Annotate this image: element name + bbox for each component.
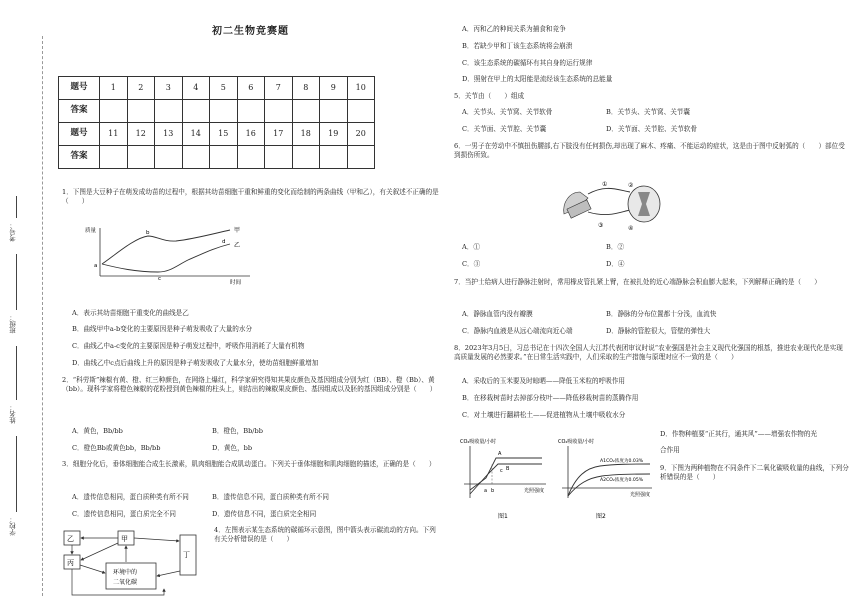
label-4: ④ — [628, 225, 634, 232]
answer-cell[interactable] — [237, 100, 265, 123]
label-3: ③ — [598, 222, 604, 229]
label-yi: 乙 — [234, 242, 241, 249]
label-ding: 丁 — [183, 551, 190, 559]
x-axis-label: 光照强度 — [630, 492, 651, 498]
point-a: a — [94, 263, 98, 269]
answer-cell[interactable] — [100, 100, 128, 123]
efferent-nerve — [588, 210, 630, 215]
q8-option-a[interactable]: A．采收后的玉米要及时晾晒——降低玉米粒的呼吸作用 — [462, 377, 626, 385]
answer-cell[interactable] — [182, 146, 210, 169]
answer-cell[interactable] — [155, 146, 183, 169]
q4-option-a[interactable]: A．丙和乙的种间关系为捕食和竞争 — [462, 25, 566, 33]
exam-number-line[interactable] — [16, 196, 17, 218]
question-7-stem: 7．当护士给病人进行静脉注射时，常用橡皮管扎紧上臂，在被扎处的近心端静脉会积血膨大起来，下列解释正确的是（ ） — [454, 278, 821, 286]
answer-cell[interactable] — [292, 100, 320, 123]
answer-cell[interactable] — [347, 146, 375, 169]
question-number: 1 — [100, 77, 128, 100]
question-number: 2 — [127, 77, 155, 100]
curve-jia — [102, 230, 230, 264]
answer-cell[interactable] — [127, 146, 155, 169]
q2-option-a[interactable]: A．黄色，Bb/bb — [72, 427, 123, 435]
school-label: 学校： — [9, 516, 17, 536]
q2-option-b[interactable]: B．橙色，Bb/bb — [212, 427, 263, 435]
y-axis-label: 质量 — [85, 228, 97, 234]
q1-mass-graph — [84, 222, 254, 286]
exam-number-label: 考号： — [9, 222, 17, 242]
q3-option-b[interactable]: B．遗传信息不同，蛋白质种类有所不同 — [212, 493, 329, 501]
q8-option-c[interactable]: C．对土壤进行翻耕松土——促进植物从土壤中吸收水分 — [462, 411, 626, 419]
q6-option-a[interactable]: A．① — [462, 243, 480, 251]
point-d: d — [222, 239, 226, 245]
legend-a1: A1CO₂浓度为0.03% — [600, 459, 644, 464]
question-number: 19 — [320, 123, 348, 146]
q1-option-b[interactable]: B．曲线甲中a-b变化的主要原因是种子萌发吸收了大量的水分 — [72, 325, 253, 333]
point-c: c — [158, 276, 162, 282]
class-line[interactable] — [16, 254, 17, 310]
answer-cell[interactable] — [155, 100, 183, 123]
figure-caption: 图1 — [498, 513, 508, 520]
figure-caption: 图2 — [596, 513, 606, 520]
q4-carbon-cycle-diagram — [60, 527, 210, 599]
question-number: 18 — [292, 123, 320, 146]
q6-option-d[interactable]: D．④ — [606, 260, 625, 268]
question-8-stem: 8．2023年3月5日，习总书记在十四次全国人大江苏代表团审议时说“农业强国是社会主义现代化强国的根基，推进农业现代化是实现高质量发展的必然要求。”在日常生活实践中，人们采取的生产措施与原理对应不一致的是（ ） — [454, 344, 843, 361]
question-2-stem: 2．“科劳斯”辣椒有黄、橙、红三种颜色，在网络上爆红，科学家研究得知其果皮颜色及基因组成分别为红（BB）、橙（Bb）、黄（bb）。现科学家将橙色辣椒的花粉授到黄色辣椒的柱头上，则结出的辣椒果皮颜色、基因组成以及胚的基因组成分别是（ ） — [62, 376, 437, 393]
answer-cell[interactable] — [320, 146, 348, 169]
q3-option-a[interactable]: A．遗传信息相同，蛋白质种类有所不同 — [72, 493, 189, 501]
q4-option-c[interactable]: C．该生态系统的碳循环有其自身的运行规律 — [462, 59, 593, 67]
label-yi: 乙 — [67, 535, 74, 543]
q8-option-b[interactable]: B．在移栽树苗时去掉部分枝叶——降低移栽树苗的蒸腾作用 — [462, 394, 639, 402]
point-b: b — [146, 230, 150, 236]
q1-option-d[interactable]: D．曲线乙中c点后曲线上升的原因是种子萌发吸收了大量水分，使幼苗细胞鲜重增加 — [72, 359, 319, 367]
arrow-bing-env — [80, 565, 105, 573]
q1-option-a[interactable]: A．表示其幼苗细胞干重变化的曲线是乙 — [72, 309, 189, 317]
page-title: 初二生物竞赛题 — [212, 26, 289, 37]
answer-cell[interactable] — [265, 146, 293, 169]
binding-line — [42, 36, 43, 596]
point-c: c — [500, 468, 503, 474]
curve-yi — [102, 244, 230, 272]
q6-option-b[interactable]: B．② — [606, 243, 625, 251]
school-line[interactable] — [16, 436, 17, 512]
q2-option-c[interactable]: C．橙色Bb或黄色bb，Bb/bb — [72, 444, 161, 452]
label-jia: 甲 — [234, 227, 241, 234]
table-row — [59, 77, 375, 100]
q4-option-b[interactable]: B．若缺少甲和丁该生态系统将会崩溃 — [462, 42, 573, 50]
q5-option-a[interactable]: A．关节头、关节窝、关节软骨 — [462, 108, 553, 116]
label-env-1: 环境中的 — [113, 569, 138, 576]
label-env-2: 二氧化碳 — [113, 579, 138, 586]
q5-option-b[interactable]: B．关节头、关节窝、关节囊 — [606, 108, 690, 116]
question-number: 20 — [347, 123, 375, 146]
header-label: 题号 — [59, 123, 100, 146]
arrow-ding-env — [157, 571, 180, 576]
q2-option-d[interactable]: D．黄色，bb — [212, 444, 253, 452]
curve-label-b: B — [506, 466, 510, 472]
name-label: 姓名： — [9, 404, 17, 424]
question-number: 10 — [347, 77, 375, 100]
q7-option-d[interactable]: D．静脉的管腔很大，管壁的弹性大 — [606, 327, 711, 335]
question-number: 14 — [182, 123, 210, 146]
q5-option-d[interactable]: D．关节面、关节腔、关节软骨 — [606, 125, 698, 133]
curve-b — [470, 458, 542, 490]
question-1-stem: 1．下图是大豆种子在萌发成幼苗的过程中，根据其幼苗细胞干重和鲜重的变化而绘制的两条曲线（甲和乙），有关叙述不正确的是（ ） — [62, 188, 439, 205]
arrow-jia-bing — [81, 543, 118, 560]
q3-option-c[interactable]: C．遗传信息相同，蛋白质完全不同 — [72, 510, 176, 518]
answer-cell[interactable] — [210, 146, 238, 169]
answer-cell[interactable] — [237, 146, 265, 169]
class-label: 班级： — [9, 314, 17, 334]
student-info-margin — [6, 196, 32, 546]
y-axis-label: CO₂吸收量/小时 — [558, 439, 595, 445]
q6-reflex-arc-diagram — [558, 178, 666, 236]
table-row — [59, 123, 375, 146]
question-3-stem: 3．细胞分化后，垂体细胞能合成生长激素，肌肉细胞能合成肌动蛋白。下列关于垂体细胞和肌肉细胞的描述，正确的是（ ） — [62, 460, 436, 468]
q6-option-c[interactable]: C．③ — [462, 260, 481, 268]
label-bing: 丙 — [67, 559, 74, 567]
question-number: 7 — [265, 77, 293, 100]
afferent-nerve — [588, 188, 630, 194]
q7-option-b[interactable]: B．静脉的分布位置都十分浅，血流快 — [606, 310, 717, 318]
q7-option-a[interactable]: A．静脉血管内没有瓣膜 — [462, 310, 533, 318]
question-4-stem: 4．左图表示某生态系统的碳循环示意图，图中箭头表示碳流动的方向。下列有关分析错误的是（ ） — [214, 526, 436, 543]
answer-cell[interactable] — [210, 100, 238, 123]
answer-cell[interactable] — [292, 146, 320, 169]
header-label: 题号 — [59, 77, 100, 100]
question-9-stem: 9．下图为两种植物在不同条件下二氧化碳吸收量的曲线，下列分析错误的是（ ） — [660, 464, 849, 481]
q3-option-d[interactable]: D．遗传信息不同，蛋白质完全相同 — [212, 510, 317, 518]
question-number: 15 — [210, 123, 238, 146]
q5-option-c[interactable]: C．关节面、关节腔、关节囊 — [462, 125, 547, 133]
legend-a2: A2CO₂浓度为0.05% — [600, 478, 644, 483]
answer-label: 答案 — [59, 100, 100, 123]
answer-label: 答案 — [59, 146, 100, 169]
q8-option-d[interactable]: D．作物种植要“正其行，通其风”——增强农作物的光 — [660, 430, 818, 438]
answer-cell[interactable] — [182, 100, 210, 123]
question-number: 3 — [155, 77, 183, 100]
point-b: b — [491, 488, 495, 494]
q1-option-c[interactable]: C．曲线乙中a-c变化的主要原因是种子萌发过程中，呼吸作用消耗了大量有机物 — [72, 342, 305, 350]
answer-cell[interactable] — [347, 100, 375, 123]
question-number: 6 — [237, 77, 265, 100]
label-1: ① — [602, 181, 608, 188]
question-5-stem: 5．关节由（ ）组成 — [454, 92, 525, 100]
question-number: 13 — [155, 123, 183, 146]
arrow-jia-ding — [134, 538, 179, 541]
table-row — [59, 146, 375, 169]
name-line[interactable] — [16, 346, 17, 400]
point-a: a — [484, 488, 488, 494]
question-number: 8 — [292, 77, 320, 100]
question-number: 9 — [320, 77, 348, 100]
q4-option-d[interactable]: D．照射在甲上的太阳能是流经该生态系统的总能量 — [462, 75, 613, 83]
answer-table — [58, 76, 375, 169]
answer-cell[interactable] — [127, 100, 155, 123]
answer-cell[interactable] — [265, 100, 293, 123]
question-number: 11 — [100, 123, 128, 146]
answer-cell[interactable] — [100, 146, 128, 169]
table-row — [59, 100, 375, 123]
q9-figure-1 — [458, 436, 552, 522]
curve-label-a: A — [498, 451, 502, 457]
x-axis-label: 光照强度 — [524, 488, 545, 494]
label-2: ② — [628, 182, 634, 189]
question-number: 4 — [182, 77, 210, 100]
question-number: 16 — [237, 123, 265, 146]
question-number: 17 — [265, 123, 293, 146]
question-number: 12 — [127, 123, 155, 146]
q8-option-d-continued: 合作用 — [660, 446, 680, 454]
question-number: 5 — [210, 77, 238, 100]
label-jia: 甲 — [121, 535, 128, 543]
answer-cell[interactable] — [320, 100, 348, 123]
q7-option-c[interactable]: C．静脉内血液是从远心端流向近心端 — [462, 327, 573, 335]
y-axis-label: CO₂吸收量/小时 — [460, 439, 497, 445]
question-6-stem: 6．一男子在劳动中不慎扭伤腰部,右下肢没有任何损伤,却出现了麻木、疼痛、不能运动的症状，这是由于图中反射弧的（ ）部位受到损伤所致。 — [454, 142, 845, 159]
q9-figure-2 — [556, 436, 658, 522]
x-axis-label: 时间 — [230, 280, 242, 286]
